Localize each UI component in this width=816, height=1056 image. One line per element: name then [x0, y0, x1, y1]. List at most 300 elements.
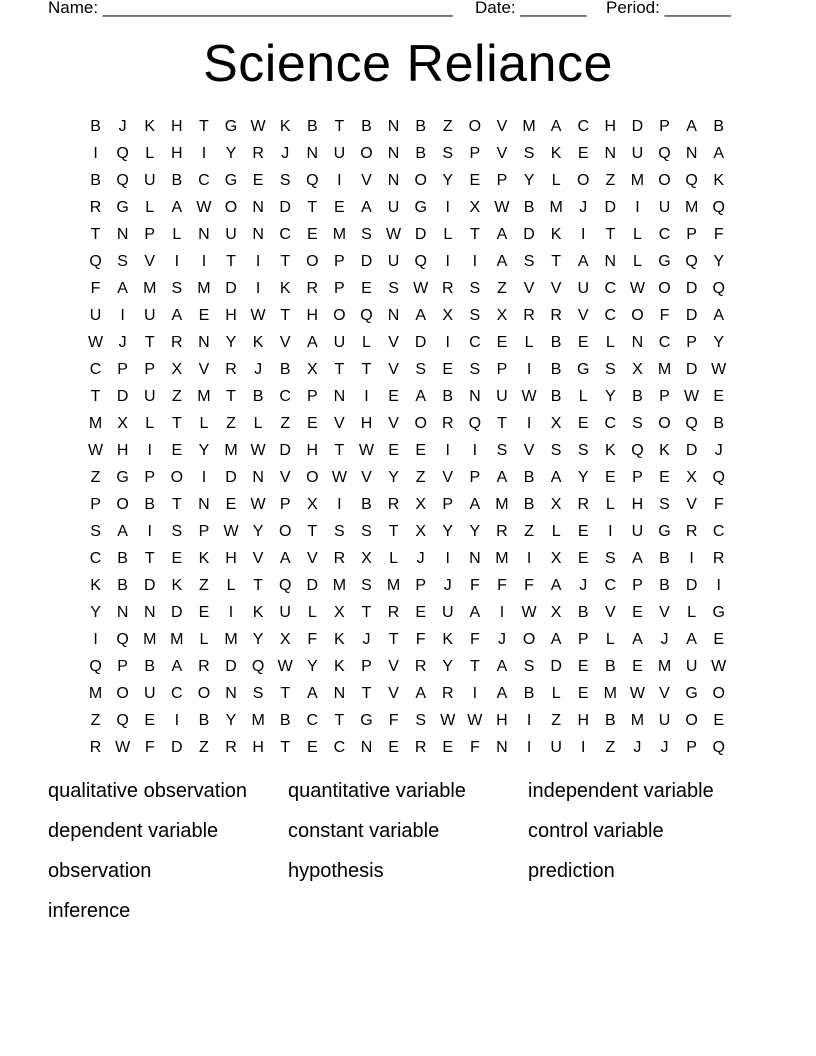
grid-letter: J	[118, 118, 127, 135]
grid-letter: A	[550, 577, 562, 594]
grid-letter: N	[198, 496, 210, 513]
grid-letter: J	[118, 334, 127, 351]
grid-letter: A	[117, 280, 128, 297]
grid-letter: M	[224, 442, 238, 459]
grid-letter: U	[631, 145, 644, 162]
grid-letter: B	[632, 388, 643, 405]
grid-letter: V	[198, 361, 210, 378]
grid-letter: D	[550, 658, 562, 675]
grid-letter: W	[629, 685, 645, 702]
grid-letter: D	[116, 388, 129, 405]
grid-letter: C	[712, 523, 725, 540]
grid-letter: O	[306, 469, 319, 486]
grid-letter: H	[116, 442, 129, 459]
grid-letter: Q	[278, 577, 292, 594]
grid-letter: K	[90, 577, 101, 594]
grid-letter: A	[306, 334, 318, 351]
grid-letter: Y	[252, 631, 264, 648]
grid-letter: W	[250, 442, 266, 459]
grid-letter: X	[442, 307, 454, 324]
grid-letter: Q	[89, 253, 102, 270]
grid-letter: J	[714, 442, 723, 459]
grid-letter: E	[198, 307, 210, 324]
grid-letter: H	[496, 712, 508, 729]
grid-letter: L	[253, 415, 263, 432]
grid-letter: B	[550, 334, 562, 351]
grid-row	[82, 167, 742, 194]
date-field[interactable]: Date: _______	[475, 0, 587, 17]
grid-letter: X	[306, 496, 318, 513]
grid-letter: A	[550, 118, 562, 135]
grid-letter: T	[469, 658, 480, 675]
grid-letter: Y	[713, 253, 725, 270]
grid-letter: A	[279, 550, 291, 567]
grid-letter: T	[199, 118, 209, 135]
grid-letter: T	[497, 415, 507, 432]
grid-letter: B	[577, 604, 589, 621]
grid-letter: H	[225, 550, 237, 567]
grid-letter: O	[658, 172, 671, 189]
letter-grid	[82, 113, 742, 761]
grid-letter: O	[712, 685, 725, 702]
grid-letter: I	[635, 199, 640, 216]
grid-letter: P	[334, 253, 345, 270]
grid-letter: N	[143, 604, 156, 621]
grid-letter: I	[120, 307, 125, 324]
grid-letter: M	[549, 199, 563, 216]
grid-letter: S	[469, 361, 481, 378]
grid-letter: A	[171, 307, 183, 324]
grid-letter: P	[90, 496, 101, 513]
grid-letter: B	[117, 577, 128, 594]
grid-letter: Q	[116, 712, 129, 729]
grid-letter: S	[523, 658, 535, 675]
grid-row	[82, 113, 742, 140]
grid-letter: A	[415, 685, 426, 702]
grid-letter: M	[630, 712, 645, 729]
grid-letter: P	[306, 388, 318, 405]
grid-letter: A	[686, 118, 697, 135]
grid-letter: Z	[199, 739, 209, 756]
grid-letter: T	[171, 415, 182, 432]
grid-letter: U	[387, 199, 400, 216]
grid-letter: K	[442, 631, 454, 648]
grid-letter: L	[145, 145, 155, 162]
grid-letter: O	[658, 415, 671, 432]
grid-letter: E	[604, 469, 616, 486]
grid-letter: Q	[712, 469, 725, 486]
grid-letter: A	[171, 199, 183, 216]
grid-letter: V	[550, 280, 562, 297]
grid-letter: R	[198, 658, 210, 675]
grid-letter: L	[524, 334, 534, 351]
grid-letter: Q	[116, 145, 129, 162]
grid-letter: M	[224, 631, 238, 648]
grid-row	[82, 626, 742, 653]
grid-letter: B	[279, 361, 291, 378]
grid-letter: W	[223, 523, 239, 540]
grid-letter: R	[496, 523, 508, 540]
grid-letter: P	[686, 739, 697, 756]
grid-letter: F	[469, 631, 480, 648]
grid-letter: Z	[90, 712, 101, 729]
grid-letter: D	[604, 199, 617, 216]
word-list-item: prediction	[528, 860, 615, 882]
grid-letter: W	[467, 712, 483, 729]
grid-letter: B	[523, 496, 535, 513]
grid-letter: V	[252, 550, 264, 567]
grid-letter: P	[686, 334, 697, 351]
grid-letter: U	[658, 199, 671, 216]
grid-letter: H	[225, 307, 237, 324]
grid-letter: G	[414, 199, 427, 216]
grid-letter: K	[550, 226, 562, 243]
grid-letter: U	[333, 145, 346, 162]
grid-letter: R	[89, 739, 102, 756]
grid-letter: S	[388, 280, 399, 297]
grid-letter: R	[225, 361, 237, 378]
grid-letter: Z	[605, 739, 616, 756]
grid-letter: V	[361, 172, 372, 189]
grid-letter: L	[632, 226, 642, 243]
grid-letter: N	[116, 604, 129, 621]
grid-letter: A	[469, 496, 481, 513]
grid-letter: I	[445, 253, 450, 270]
grid-letter: X	[550, 496, 562, 513]
grid-letter: K	[198, 550, 210, 567]
grid-letter: E	[171, 442, 183, 459]
grid-letter: E	[306, 415, 318, 432]
grid-letter: O	[631, 307, 644, 324]
word-list-item: constant variable	[288, 820, 440, 842]
grid-letter: Q	[712, 739, 725, 756]
grid-letter: W	[115, 739, 131, 756]
grid-letter: A	[117, 523, 128, 540]
grid-letter: T	[226, 388, 236, 405]
grid-letter: N	[387, 145, 400, 162]
grid-letter: S	[442, 145, 454, 162]
grid-letter: P	[469, 469, 481, 486]
grid-letter: S	[90, 523, 101, 540]
grid-letter: E	[713, 631, 725, 648]
word-list-item: dependent variable	[48, 820, 219, 842]
grid-letter: A	[415, 307, 426, 324]
grid-letter: E	[361, 280, 372, 297]
grid-letter: S	[361, 577, 372, 594]
grid-letter: B	[279, 712, 291, 729]
grid-letter: Z	[226, 415, 236, 432]
grid-letter: M	[684, 199, 699, 216]
grid-letter: W	[711, 658, 727, 675]
grid-letter: O	[116, 496, 129, 513]
grid-letter: B	[144, 658, 156, 675]
grid-letter: S	[577, 442, 589, 459]
grid-letter: L	[605, 631, 615, 648]
grid-letter: Q	[712, 199, 725, 216]
grid-letter: R	[577, 496, 590, 513]
grid-letter: K	[252, 604, 264, 621]
grid-letter: P	[659, 388, 670, 405]
grid-letter: U	[279, 604, 291, 621]
grid-letter: I	[689, 550, 694, 567]
grid-letter: V	[523, 442, 535, 459]
grid-letter: J	[416, 550, 425, 567]
grid-letter: I	[526, 712, 532, 729]
grid-letter: E	[632, 658, 643, 675]
grid-letter: A	[686, 631, 697, 648]
grid-letter: T	[144, 334, 155, 351]
grid-letter: D	[523, 226, 535, 243]
grid-letter: F	[659, 307, 670, 324]
grid-row	[82, 410, 742, 437]
grid-letter: Y	[225, 334, 237, 351]
grid-letter: I	[608, 523, 613, 540]
grid-letter: W	[87, 442, 104, 459]
grid-letter: Z	[442, 118, 453, 135]
grid-letter: W	[440, 712, 456, 729]
grid-letter: B	[713, 415, 725, 432]
grid-letter: L	[389, 550, 399, 567]
grid-letter: I	[526, 361, 532, 378]
grid-letter: T	[253, 577, 263, 594]
grid-letter: Q	[116, 172, 129, 189]
grid-letter: J	[281, 145, 290, 162]
grid-letter: S	[523, 253, 535, 270]
grid-letter: C	[171, 685, 183, 702]
grid-letter: Y	[225, 712, 237, 729]
grid-letter: T	[307, 523, 318, 540]
grid-letter: K	[713, 172, 725, 189]
grid-letter: B	[171, 172, 183, 189]
grid-letter: I	[228, 604, 234, 621]
grid-row	[82, 545, 742, 572]
grid-letter: E	[577, 145, 589, 162]
grid-letter: W	[386, 226, 402, 243]
grid-letter: W	[87, 334, 104, 351]
grid-letter: M	[495, 550, 509, 567]
grid-row	[82, 599, 742, 626]
grid-letter: S	[415, 361, 426, 378]
grid-letter: A	[361, 199, 372, 216]
grid-letter: E	[496, 334, 508, 351]
grid-letter: Y	[469, 523, 481, 540]
grid-letter: P	[334, 280, 345, 297]
grid-letter: I	[445, 442, 450, 459]
grid-letter: P	[117, 361, 128, 378]
grid-letter: N	[225, 685, 237, 702]
grid-letter: D	[279, 199, 291, 216]
grid-letter: W	[277, 658, 293, 675]
grid-letter: M	[386, 577, 401, 594]
grid-letter: R	[712, 550, 725, 567]
grid-letter: N	[306, 145, 319, 162]
grid-letter: Z	[415, 469, 426, 486]
grid-letter: U	[496, 388, 508, 405]
grid-letter: I	[337, 172, 342, 189]
grid-letter: E	[577, 658, 589, 675]
grid-letter: B	[361, 118, 372, 135]
grid-letter: T	[280, 307, 291, 324]
grid-letter: B	[442, 388, 454, 405]
grid-letter: V	[334, 415, 345, 432]
grid-letter: K	[659, 442, 670, 459]
grid-letter: C	[469, 334, 481, 351]
grid-letter: R	[171, 334, 183, 351]
grid-letter: C	[604, 415, 617, 432]
grid-letter: A	[496, 226, 508, 243]
grid-letter: H	[306, 442, 319, 459]
grid-letter: T	[334, 118, 345, 135]
grid-letter: L	[307, 604, 317, 621]
grid-letter: Q	[468, 415, 482, 432]
name-field[interactable]: Name: _____________________________________	[48, 0, 453, 17]
grid-letter: V	[388, 415, 399, 432]
grid-row	[82, 383, 742, 410]
grid-letter: I	[526, 550, 532, 567]
grid-letter: W	[331, 469, 347, 486]
grid-letter: Y	[442, 172, 454, 189]
grid-letter: A	[306, 685, 318, 702]
grid-letter: E	[577, 685, 589, 702]
grid-letter: M	[88, 685, 103, 702]
grid-letter: E	[306, 226, 318, 243]
grid-letter: E	[334, 199, 345, 216]
grid-letter: R	[550, 307, 562, 324]
grid-letter: H	[306, 307, 319, 324]
grid-letter: E	[198, 604, 210, 621]
grid-letter: M	[88, 415, 103, 432]
grid-letter: O	[170, 469, 184, 486]
grid-letter: C	[279, 226, 291, 243]
grid-letter: U	[441, 604, 454, 621]
grid-letter: M	[197, 280, 211, 297]
grid-letter: E	[388, 388, 399, 405]
grid-row	[82, 491, 742, 518]
grid-letter: U	[143, 388, 156, 405]
grid-letter: V	[659, 685, 670, 702]
grid-letter: Y	[523, 172, 535, 189]
grid-letter: S	[632, 415, 643, 432]
grid-letter: Q	[685, 253, 698, 270]
grid-letter: D	[171, 604, 183, 621]
grid-letter: T	[551, 253, 562, 270]
grid-letter: J	[660, 631, 669, 648]
grid-letter: L	[551, 685, 561, 702]
word-list-item: hypothesis	[288, 860, 384, 882]
grid-letter: L	[551, 523, 561, 540]
grid-letter: P	[469, 145, 481, 162]
grid-letter: R	[306, 280, 319, 297]
grid-letter: D	[225, 469, 237, 486]
grid-letter: I	[472, 442, 478, 459]
grid-letter: B	[604, 712, 616, 729]
grid-letter: G	[577, 361, 590, 378]
page-title: Science Reliance	[203, 35, 613, 93]
grid-letter: C	[604, 577, 617, 594]
grid-letter: S	[361, 226, 372, 243]
grid-row	[82, 329, 742, 356]
grid-letter: O	[658, 280, 671, 297]
grid-letter: Y	[306, 658, 318, 675]
grid-letter: O	[468, 118, 482, 135]
grid-letter: E	[388, 442, 399, 459]
grid-letter: D	[414, 226, 427, 243]
grid-letter: I	[174, 253, 180, 270]
grid-letter: S	[604, 550, 616, 567]
grid-row	[82, 302, 742, 329]
grid-letter: T	[144, 550, 155, 567]
grid-letter: T	[280, 739, 291, 756]
grid-letter: P	[686, 226, 697, 243]
grid-letter: A	[496, 685, 508, 702]
grid-letter: L	[632, 253, 642, 270]
grid-letter: U	[89, 307, 102, 324]
grid-letter: T	[171, 496, 182, 513]
grid-letter: L	[605, 334, 615, 351]
grid-letter: D	[306, 577, 319, 594]
grid-letter: S	[550, 442, 562, 459]
grid-letter: F	[469, 577, 480, 594]
grid-letter: T	[388, 631, 399, 648]
grid-letter: D	[143, 577, 156, 594]
grid-letter: I	[716, 577, 721, 594]
grid-letter: G	[658, 253, 671, 270]
grid-letter: R	[414, 739, 427, 756]
grid-letter: T	[361, 604, 372, 621]
grid-letter: U	[550, 739, 562, 756]
grid-letter: B	[550, 361, 562, 378]
grid-letter: E	[442, 739, 454, 756]
grid-letter: R	[441, 685, 454, 702]
grid-row	[82, 221, 742, 248]
grid-letter: N	[631, 334, 644, 351]
grid-letter: P	[144, 469, 156, 486]
grid-letter: B	[550, 388, 562, 405]
grid-letter: E	[632, 604, 643, 621]
grid-letter: H	[171, 145, 183, 162]
grid-letter: I	[174, 712, 180, 729]
grid-letter: R	[441, 280, 454, 297]
word-list-item: quantitative variable	[288, 780, 466, 802]
grid-row	[82, 572, 742, 599]
grid-letter: W	[250, 496, 266, 513]
grid-letter: X	[496, 307, 508, 324]
grid-letter: R	[333, 550, 346, 567]
grid-letter: W	[250, 118, 266, 135]
grid-letter: J	[579, 577, 588, 594]
grid-letter: I	[201, 253, 207, 270]
period-field[interactable]: Period: _______	[606, 0, 731, 17]
grid-letter: W	[494, 199, 510, 216]
grid-letter: K	[550, 145, 562, 162]
grid-letter: K	[144, 118, 156, 135]
grid-letter: O	[360, 145, 373, 162]
grid-letter: X	[306, 361, 318, 378]
grid-letter: B	[523, 469, 535, 486]
grid-letter: S	[171, 523, 183, 540]
grid-letter: E	[171, 550, 183, 567]
grid-letter: Y	[252, 523, 264, 540]
grid-letter: D	[225, 280, 237, 297]
grid-letter: E	[388, 739, 399, 756]
grid-letter: F	[713, 226, 724, 243]
grid-row	[82, 680, 742, 707]
grid-letter: Y	[604, 388, 616, 405]
grid-letter: N	[685, 145, 698, 162]
grid-letter: N	[116, 226, 129, 243]
grid-letter: V	[442, 469, 454, 486]
grid-letter: R	[414, 658, 427, 675]
